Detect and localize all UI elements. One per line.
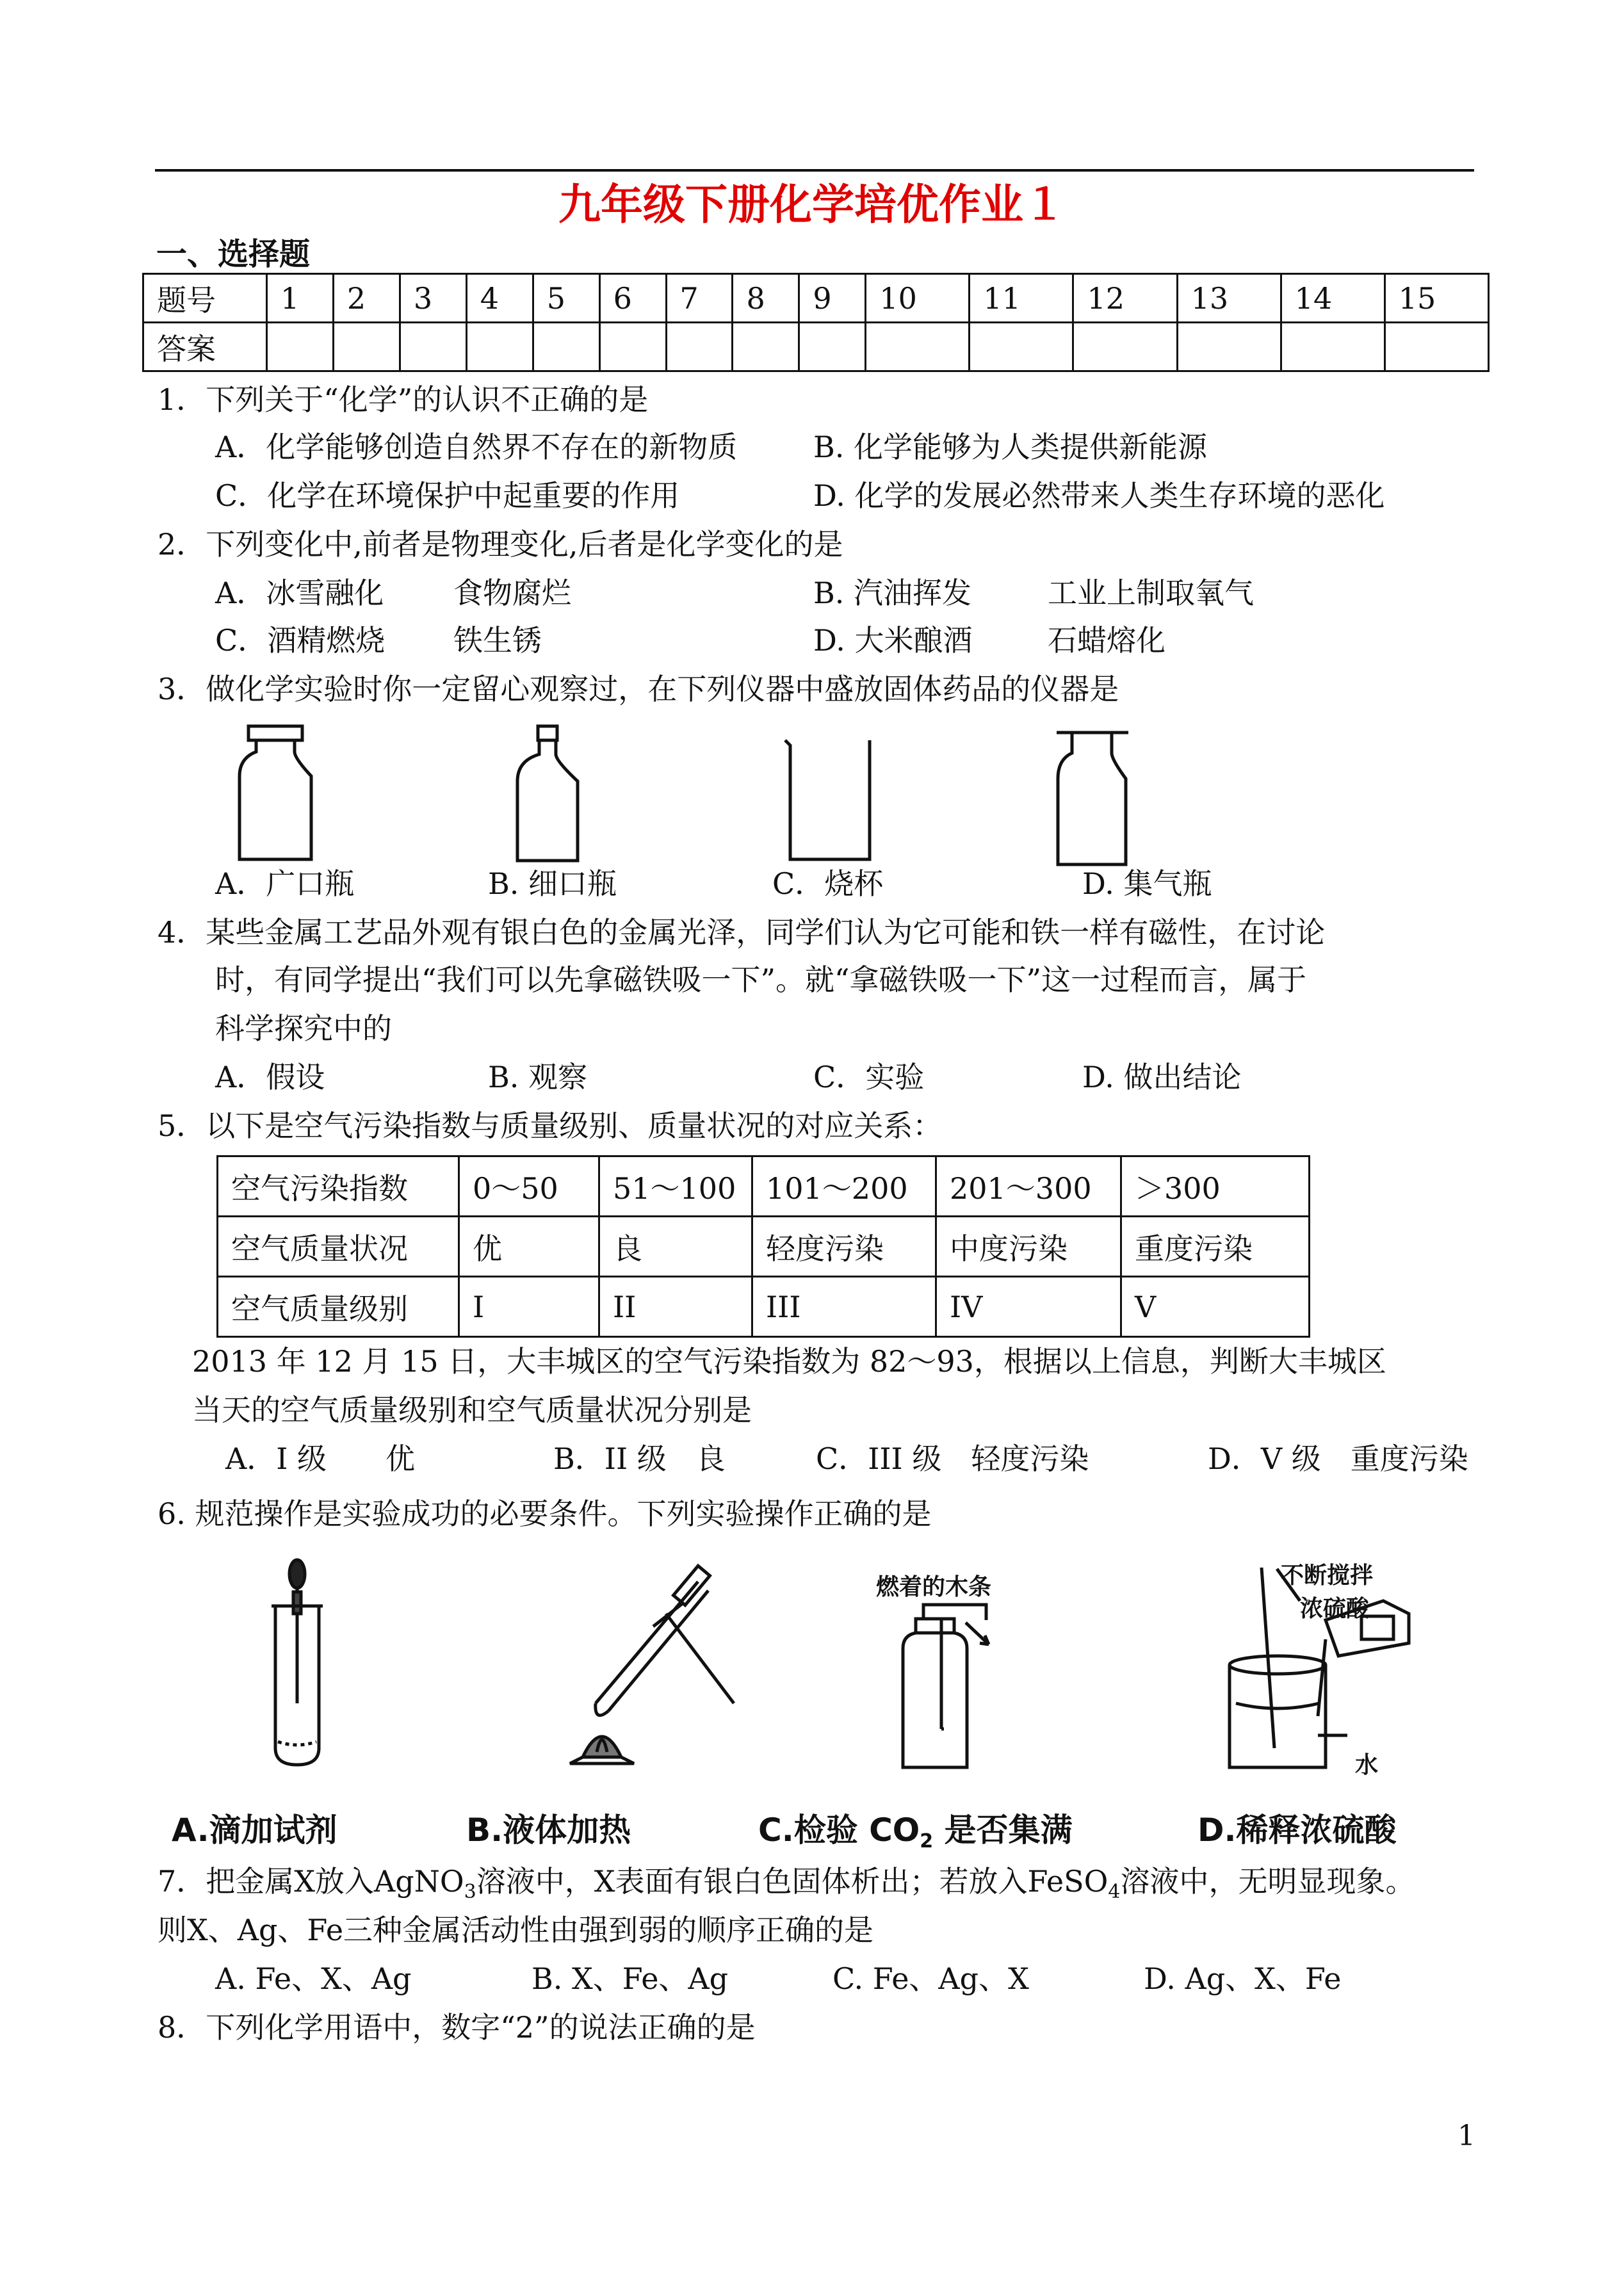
q7-line-2: 则X、Ag、Fe三种金属活动性由强到弱的顺序正确的是 <box>158 1913 874 1947</box>
answer-cell[interactable] <box>599 323 666 371</box>
q2-stem: 2．下列变化中,前者是物理变化,后者是化学变化的是 <box>158 527 843 562</box>
q4-option-a: A．假设 <box>215 1060 325 1094</box>
diluting-acid-illustration <box>1210 1562 1434 1780</box>
answer-cell[interactable] <box>333 323 400 371</box>
q6-caption-b: B.液体加热 <box>466 1812 631 1849</box>
q1-option-a: A．化学能够创造自然界不存在的新物质 <box>215 430 738 464</box>
q2-option-d-2: 石蜡熔化 <box>1048 623 1165 658</box>
q1-option-c: C．化学在环境保护中起重要的作用 <box>215 478 680 513</box>
q4-line-2: 时，有同学提出“我们可以先拿磁铁吸一下”。就“拿磁铁吸一下”这一过程而言，属于 <box>215 962 1307 997</box>
q2-option-d: D. 大米酿酒 <box>813 623 973 658</box>
narrow-mouth-bottle-illustration <box>512 724 583 864</box>
table-cell: 7 <box>666 274 733 323</box>
table-cell: 5 <box>533 274 599 323</box>
q4-option-c: C．实验 <box>813 1060 925 1094</box>
table-cell: 空气质量状况 <box>218 1217 459 1277</box>
q5-option-a: A．I 级 优 <box>225 1441 416 1476</box>
table-cell: IV <box>936 1277 1121 1337</box>
table-cell: 0～50 <box>459 1156 599 1217</box>
table-cell: 3 <box>400 274 466 323</box>
table-cell: 8 <box>733 274 799 323</box>
table-cell: 优 <box>459 1217 599 1277</box>
beaker-illustration <box>781 736 877 864</box>
q7-line-1: 7．把金属X放入AgNO$_3$溶液中，X表面有银白色固体析出；若放入FeSO$_4$溶液中，无明显现象。 <box>158 1864 1415 1903</box>
q2-option-a: A．冰雪融化 <box>215 576 384 610</box>
answer-cell[interactable] <box>466 323 533 371</box>
answer-cell[interactable] <box>666 323 733 371</box>
answer-cell[interactable] <box>400 323 466 371</box>
air-quality-table <box>216 1155 1310 1338</box>
q4-option-b: B. 观察 <box>488 1060 588 1094</box>
water-label: 水 <box>1355 1752 1379 1778</box>
table-cell: I <box>459 1277 599 1337</box>
table-cell: 10 <box>866 274 970 323</box>
q5-option-b: B．II 级 良 <box>553 1441 726 1476</box>
page-number: 1 <box>1458 2120 1475 2152</box>
answer-cell[interactable] <box>1281 323 1384 371</box>
q5-stem: 5．以下是空气污染指数与质量级别、质量状况的对应关系： <box>158 1108 943 1143</box>
wide-mouth-bottle-illustration <box>231 724 320 864</box>
gas-bottle-co2-illustration <box>877 1601 1031 1774</box>
answer-cell[interactable] <box>533 323 599 371</box>
table-cell: 4 <box>466 274 533 323</box>
table-cell: V <box>1121 1277 1310 1337</box>
table-cell: II <box>599 1277 752 1337</box>
table-cell: 1 <box>267 274 334 323</box>
q1-option-b: B. 化学能够为人类提供新能源 <box>813 430 1208 464</box>
q1-option-d: D. 化学的发展必然带来人类生存环境的恶化 <box>813 478 1385 513</box>
table-cell: 空气污染指数 <box>218 1156 459 1217</box>
gas-jar-illustration <box>1050 727 1133 868</box>
q5-option-c: C．III 级 轻度污染 <box>816 1441 1089 1476</box>
q7-option-b: B. X、Fe、Ag <box>532 1961 729 1996</box>
answer-cell[interactable] <box>1177 323 1281 371</box>
table-cell: 6 <box>599 274 666 323</box>
table-cell: 201～300 <box>936 1156 1121 1217</box>
q2-option-b-2: 工业上制取氧气 <box>1048 576 1254 610</box>
table-cell: 13 <box>1177 274 1281 323</box>
q2-option-c: C．酒精燃烧 <box>215 623 386 658</box>
q7-option-d: D. Ag、X、Fe <box>1144 1961 1342 1996</box>
q3-option-c: C．烧杯 <box>772 866 884 901</box>
table-cell: 101～200 <box>752 1156 936 1217</box>
q4-line-3: 科学探究中的 <box>215 1011 392 1046</box>
q2-option-c-2: 铁生锈 <box>453 623 542 658</box>
table-cell: 2 <box>333 274 400 323</box>
answer-cell[interactable] <box>267 323 334 371</box>
q6-caption-d: D.稀释浓硫酸 <box>1198 1812 1397 1849</box>
page-title: 九年级下册化学培优作业１ <box>558 179 1066 229</box>
table-cell: 良 <box>599 1217 752 1277</box>
table-cell: III <box>752 1277 936 1337</box>
q4-line-1: 4．某些金属工艺品外观有银白色的金属光泽，同学们认为它可能和铁一样有磁性，在讨论 <box>158 915 1326 950</box>
q7-option-c: C. Fe、Ag、X <box>832 1961 1029 1996</box>
answer-cell[interactable] <box>866 323 970 371</box>
table-cell: 51～100 <box>599 1156 752 1217</box>
q6-caption-a: A.滴加试剂 <box>172 1812 337 1849</box>
heating-liquid-illustration <box>557 1562 749 1767</box>
dropper-test-tube-illustration <box>263 1556 333 1774</box>
q6-caption-c: C.检验 $CO_2$ 是否集满 <box>758 1812 1073 1853</box>
answer-cell[interactable] <box>1384 323 1488 371</box>
q5-option-d: D．V 级 重度污染 <box>1208 1441 1468 1476</box>
concentrated-sulfuric-acid-label: 浓硫酸 <box>1300 1596 1370 1622</box>
q1-stem: 1．下列关于“化学”的认识不正确的是 <box>158 382 649 417</box>
q7-option-a: A. Fe、X、Ag <box>215 1961 412 1996</box>
answer-cell[interactable] <box>799 323 866 371</box>
answer-cell[interactable] <box>733 323 799 371</box>
q5-line-1: 2013 年 12 月 15 日，大丰城区的空气污染指数为 82～93，根据以上信息，判断大丰城区 <box>192 1344 1386 1379</box>
answer-cell[interactable] <box>970 323 1073 371</box>
q3-option-a: A．广口瓶 <box>215 866 355 901</box>
answer-cell[interactable] <box>1073 323 1177 371</box>
table-cell: 题号 <box>143 274 267 323</box>
keep-stirring-label: 不断搅拌 <box>1281 1562 1374 1589</box>
section-heading: 一、选择题 <box>156 236 311 272</box>
table-cell: 轻度污染 <box>752 1217 936 1277</box>
table-cell: 15 <box>1384 274 1488 323</box>
q5-line-2: 当天的空气质量级别和空气质量状况分别是 <box>192 1393 752 1427</box>
table-cell: 中度污染 <box>936 1217 1121 1277</box>
table-cell: 11 <box>970 274 1073 323</box>
q3-stem: 3．做化学实验时你一定留心观察过，在下列仪器中盛放固体药品的仪器是 <box>158 672 1119 706</box>
q2-option-b: B. 汽油挥发 <box>813 576 972 610</box>
q2-option-a-2: 食物腐烂 <box>453 576 571 610</box>
q4-option-d: D. 做出结论 <box>1082 1060 1242 1094</box>
q3-option-b: B. 细口瓶 <box>488 866 617 901</box>
burning-stick-label: 燃着的木条 <box>876 1574 992 1600</box>
q8-stem: 8．下列化学用语中，数字“2”的说法正确的是 <box>158 2010 756 2045</box>
table-cell: 14 <box>1281 274 1384 323</box>
answer-table <box>142 273 1490 372</box>
q6-stem: 6. 规范操作是实验成功的必要条件。下列实验操作正确的是 <box>158 1496 932 1531</box>
table-cell: 9 <box>799 274 866 323</box>
q3-option-d: D. 集气瓶 <box>1082 866 1212 901</box>
table-cell: 空气质量级别 <box>218 1277 459 1337</box>
table-cell: ＞300 <box>1121 1156 1310 1217</box>
table-cell: 12 <box>1073 274 1177 323</box>
table-cell: 答案 <box>143 323 267 371</box>
table-cell: 重度污染 <box>1121 1217 1310 1277</box>
